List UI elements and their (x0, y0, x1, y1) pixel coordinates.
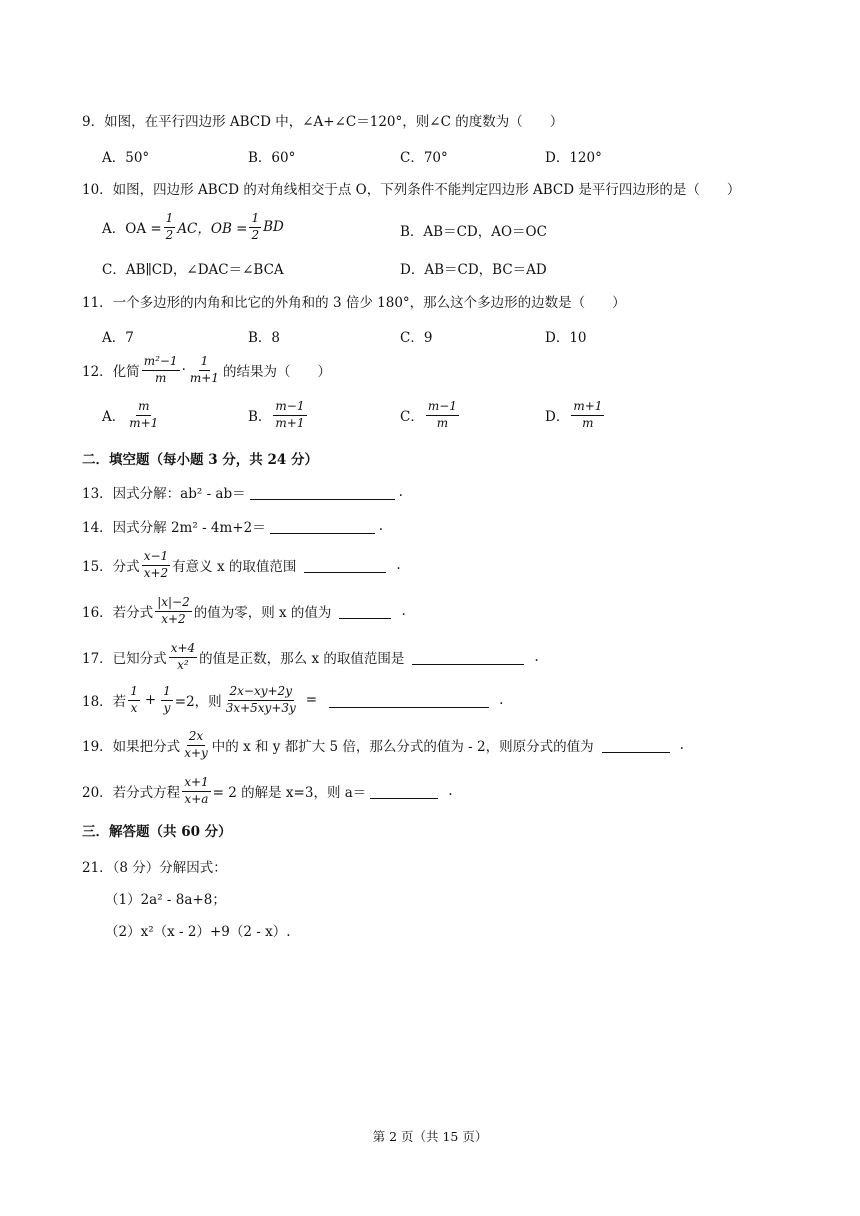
fraction: $\frac{x+4}{\text{x²}}$ (170, 641, 196, 672)
fraction: $\frac{m+1}{m}$ (573, 399, 603, 430)
answer-blank[interactable] (304, 558, 386, 573)
page-footer: 第 2 页（共 15 页） (372, 1129, 488, 1144)
answer-blank[interactable] (329, 693, 489, 708)
fraction: $\frac{1}{y}$ (163, 684, 171, 715)
fraction: $\frac{2x}{x+y}$ (184, 729, 208, 760)
q10-option-c: C．AB∥CD，∠DAC＝∠BCA (102, 262, 284, 278)
fraction: $\frac{m-1}{m+1}$ (275, 399, 305, 430)
question-15: 15．分式 $\frac{x-1}{x+2}$ 有意义 x 的取值范围 . (82, 549, 401, 580)
q9-option-c: C．70° (400, 150, 448, 166)
question-12-stem: 12．化简 $\frac{\text{m²−1}}{m}$ · $\frac{1}{m+1}$ 的结果为（ ） (82, 354, 331, 385)
fraction: $\frac{|x|-2}{x+2}$ (157, 595, 190, 626)
fraction: $\frac{1}{m+1}$ (189, 354, 219, 385)
question-19: 19．如果把分式 $\frac{2x}{x+y}$ 中的 x 和 y 都扩大 5 倍，那么分式的值为 - 2，则原分式的值为 . (82, 729, 684, 760)
question-17: 17．已知分式 $\frac{x+4}{\text{x²}}$ 的值是正数，那么 x 的取值范围是 . (82, 641, 539, 672)
fraction: $\frac{2x-xy+2y}{3x+5xy+3y}$ (225, 684, 296, 715)
answer-blank[interactable] (250, 485, 395, 500)
q11-option-c: C．9 (400, 330, 433, 346)
fraction: $\frac{x-1}{x+2}$ (143, 549, 169, 580)
fraction: $\frac{m}{m+1}$ (129, 399, 159, 430)
answer-blank[interactable] (412, 650, 524, 665)
q12-option-a: A． $\frac{m}{m+1}$ (102, 399, 159, 430)
q11-option-b: B．8 (248, 330, 281, 346)
question-16: 16．若分式 $\frac{|x|-2}{x+2}$ 的值为零，则 x 的值为 . (82, 595, 406, 626)
q10-option-b: B．AB＝CD，AO＝OC (400, 224, 547, 240)
question-9-stem: 9．如图，在平行四边形 ABCD 中，∠A+∠C＝120°，则∠C 的度数为（ ） (82, 114, 564, 130)
answer-blank[interactable] (270, 519, 375, 534)
section-3-heading: 三．解答题（共 60 分） (82, 824, 232, 840)
fraction: $\frac{1}{2}$ (165, 211, 174, 242)
q9-option-d: D．120° (545, 150, 602, 166)
answer-blank[interactable] (370, 784, 438, 799)
question-21-stem: 21．（8 分）分解因式： (82, 860, 227, 876)
q12-option-d: D． $\frac{m+1}{m}$ (545, 399, 603, 430)
fraction: $\frac{x+1}{x+a}$ (184, 775, 209, 806)
question-10-stem: 10．如图，四边形 ABCD 的对角线相交于点 O，下列条件不能判定四边形 ABCD 是平行四边形的是（ ） (82, 182, 741, 198)
fraction: $\frac{1}{2}$ (251, 211, 260, 242)
q10-option-d: D．AB＝CD，BC＝AD (400, 262, 547, 278)
q9-option-a: A．50° (102, 150, 150, 166)
fraction: $\frac{\text{m²−1}}{m}$ (143, 354, 178, 385)
q12-option-b: B． $\frac{m-1}{m+1}$ (248, 399, 305, 430)
answer-blank[interactable] (602, 738, 670, 753)
question-14: 14．因式分解 2m² - 4m+2＝ . (82, 518, 384, 536)
question-20: 20．若分式方程 $\frac{x+1}{x+a}$ = 2 的解是 x=3，则 a＝ . (82, 775, 453, 806)
question-21-part-1: （1）2a² - 8a+8； (105, 892, 226, 908)
q9-option-b: B．60° (248, 150, 296, 166)
fraction: $\frac{m-1}{m}$ (427, 399, 457, 430)
q12-option-c: C． $\frac{m-1}{m}$ (400, 399, 457, 430)
q11-option-a: A．7 (102, 330, 134, 346)
question-18: 18．若 $\frac{1}{x}$ + $\frac{1}{y}$ =2，则 $\frac{2x-xy+2y}{3x+5xy+3y}$ = . (82, 684, 504, 715)
question-11-stem: 11．一个多边形的内角和比它的外角和的 3 倍少 180°，那么这个多边形的边数是（ ） (82, 295, 626, 311)
question-13: 13．因式分解：ab² - ab＝ . (82, 484, 403, 502)
fraction: $\frac{1}{x}$ (130, 684, 138, 715)
answer-blank[interactable] (339, 604, 391, 619)
question-21-part-2: （2）x²（x - 2）+9（2 - x）. (105, 924, 291, 940)
q10-option-a: A．OA = $\frac{1}{2}$ AC，OB = $\frac{1}{2}$ BD (102, 211, 284, 242)
q11-option-d: D．10 (545, 330, 587, 346)
section-2-heading: 二．填空题（每小题 3 分，共 24 分） (82, 452, 318, 468)
